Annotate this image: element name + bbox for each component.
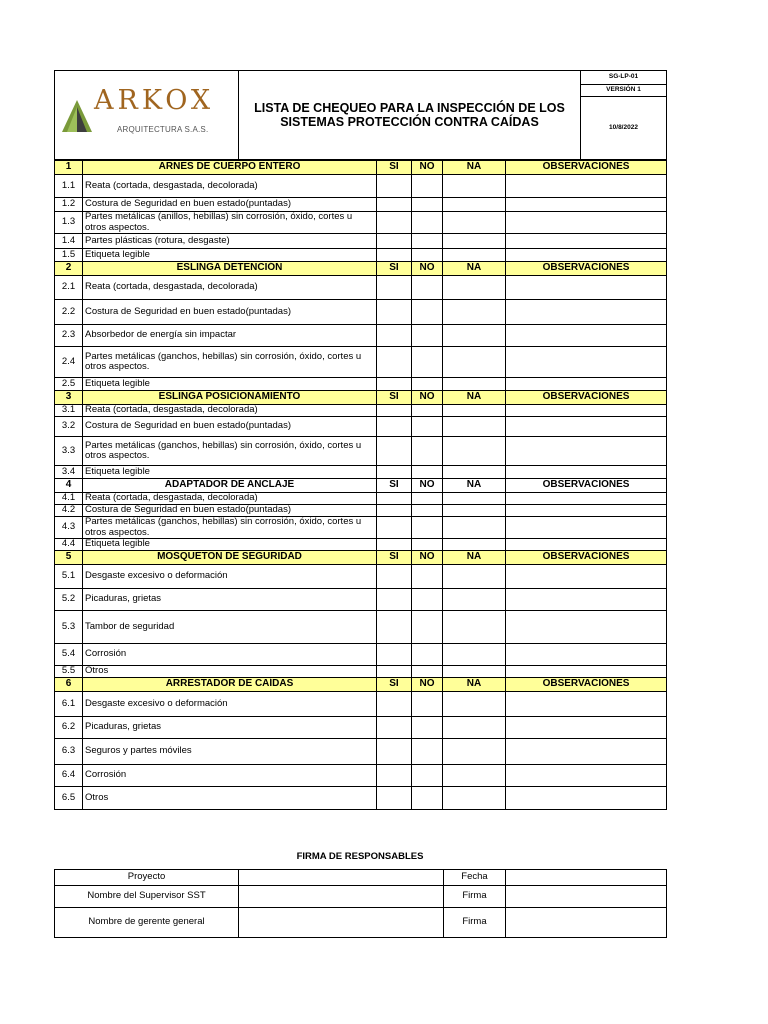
na-check-cell[interactable] [443,765,506,787]
item-number: 6.5 [55,787,83,810]
logo-subtitle: ARQUITECTURA S.A.S. [117,125,209,134]
na-check-cell[interactable] [443,175,506,198]
si-check-cell[interactable] [377,565,412,589]
no-check-cell[interactable] [412,175,443,198]
checklist-item-row [55,787,667,810]
no-check-cell[interactable] [412,517,443,539]
firma-supervisor-label: Firma [444,886,506,908]
si-check-cell[interactable] [377,739,412,765]
na-check-cell[interactable] [443,325,506,347]
no-check-cell[interactable] [412,666,443,678]
na-check-cell[interactable] [443,405,506,417]
observaciones-cell[interactable] [506,437,667,466]
checklist-item-row [55,417,667,437]
item-description: Partes plásticas (rotura, desgaste) [83,234,377,249]
si-check-cell[interactable] [377,517,412,539]
na-header: NA [443,161,506,175]
observaciones-cell[interactable] [506,517,667,539]
si-header: SI [377,479,412,493]
na-check-cell[interactable] [443,589,506,611]
item-number: 4.2 [55,505,83,517]
supervisor-field[interactable] [239,886,444,908]
si-check-cell[interactable] [377,325,412,347]
observaciones-cell[interactable] [506,417,667,437]
item-description: Desgaste excesivo o deformación [83,692,377,717]
si-check-cell[interactable] [377,505,412,517]
item-number: 5.4 [55,644,83,666]
si-check-cell[interactable] [377,417,412,437]
item-number: 6.2 [55,717,83,739]
checklist-item-row [55,234,667,249]
checklist-item-row [55,198,667,212]
item-description: Tambor de seguridad [83,611,377,644]
gerente-field[interactable] [239,908,444,938]
no-check-cell[interactable] [412,505,443,517]
si-check-cell[interactable] [377,539,412,551]
checklist-item-row [55,175,667,198]
si-check-cell[interactable] [377,249,412,262]
item-number: 4.1 [55,493,83,505]
signatures-title: FIRMA DE RESPONSABLES [296,851,424,862]
item-number: 6.4 [55,765,83,787]
item-description: Reata (cortada, desgastada, decolorada) [83,405,377,417]
section-header-row [55,479,667,493]
no-header: NO [412,161,443,175]
section-number: 3 [55,391,83,405]
checklist-item-row [55,405,667,417]
si-check-cell[interactable] [377,466,412,479]
section-header-row [55,262,667,276]
item-description: Partes metálicas (ganchos, hebillas) sin corrosión, óxido, cortes u otros aspectos. [83,347,377,378]
item-number: 1.5 [55,249,83,262]
observaciones-cell[interactable] [506,717,667,739]
na-check-cell[interactable] [443,739,506,765]
no-check-cell[interactable] [412,300,443,325]
checklist-item-row [55,466,667,479]
item-number: 2.2 [55,300,83,325]
observaciones-cell[interactable] [506,493,667,505]
item-number: 3.2 [55,417,83,437]
na-check-cell[interactable] [443,666,506,678]
no-check-cell[interactable] [412,378,443,391]
no-header: NO [412,678,443,692]
si-check-cell[interactable] [377,300,412,325]
item-description: Partes metálicas (anillos, hebillas) sin corrosión, óxido, cortes u otros aspectos. [83,212,377,234]
no-check-cell[interactable] [412,234,443,249]
no-check-cell[interactable] [412,249,443,262]
na-check-cell[interactable] [443,692,506,717]
no-header: NO [412,551,443,565]
firma-supervisor-field[interactable] [506,886,667,908]
section-header-row [55,551,667,565]
na-check-cell[interactable] [443,347,506,378]
company-logo [55,72,238,158]
item-description: Corrosión [83,765,377,787]
item-number: 3.1 [55,405,83,417]
si-check-cell[interactable] [377,405,412,417]
no-check-cell[interactable] [412,739,443,765]
item-number: 5.3 [55,611,83,644]
si-check-cell[interactable] [377,347,412,378]
si-check-cell[interactable] [377,787,412,810]
na-header: NA [443,262,506,276]
section-number: 5 [55,551,83,565]
na-check-cell[interactable] [443,212,506,234]
item-description: Otros [83,787,377,810]
item-number: 6.3 [55,739,83,765]
no-header: NO [412,479,443,493]
no-check-cell[interactable] [412,539,443,551]
section-title: ADAPTADOR DE ANCLAJE [83,479,377,493]
section-number: 2 [55,262,83,276]
section-header-row [55,678,667,692]
no-check-cell[interactable] [412,276,443,300]
observaciones-cell[interactable] [506,300,667,325]
si-check-cell[interactable] [377,276,412,300]
si-check-cell[interactable] [377,493,412,505]
na-check-cell[interactable] [443,493,506,505]
observaciones-header: OBSERVACIONES [506,479,667,493]
signatures-table [54,869,667,938]
item-number: 4.4 [55,539,83,551]
no-check-cell[interactable] [412,765,443,787]
observaciones-cell[interactable] [506,198,667,212]
checklist-item-row [55,739,667,765]
no-check-cell[interactable] [412,466,443,479]
si-header: SI [377,391,412,405]
observaciones-header: OBSERVACIONES [506,678,667,692]
item-number: 1.3 [55,212,83,234]
item-description: Costura de Seguridad en buen estado(puntadas) [83,300,377,325]
logo-triangle-icon [61,99,93,133]
item-number: 5.5 [55,666,83,678]
proyecto-label: Proyecto [55,870,239,886]
observaciones-header: OBSERVACIONES [506,551,667,565]
item-number: 2.4 [55,347,83,378]
na-check-cell[interactable] [443,565,506,589]
item-description: Etiqueta legible [83,466,377,479]
item-number: 1.2 [55,198,83,212]
no-check-cell[interactable] [412,717,443,739]
document-date: 10/8/2022 [581,97,667,160]
si-check-cell[interactable] [377,611,412,644]
title-line-2: SISTEMAS PROTECCIÓN CONTRA CAÍDAS [280,115,539,129]
item-number: 2.1 [55,276,83,300]
checklist-item-row [55,539,667,551]
na-header: NA [443,479,506,493]
item-number: 5.1 [55,565,83,589]
si-check-cell[interactable] [377,234,412,249]
checklist-item-row [55,212,667,234]
checklist-item-row [55,589,667,611]
observaciones-cell[interactable] [506,175,667,198]
proyecto-field[interactable] [239,870,444,886]
no-check-cell[interactable] [412,198,443,212]
checklist-item-row [55,505,667,517]
observaciones-cell[interactable] [506,505,667,517]
si-header: SI [377,262,412,276]
observaciones-cell[interactable] [506,234,667,249]
document-header [54,70,667,160]
si-check-cell[interactable] [377,692,412,717]
observaciones-cell[interactable] [506,739,667,765]
item-number: 3.4 [55,466,83,479]
item-number: 5.2 [55,589,83,611]
item-description: Reata (cortada, desgastada, decolorada) [83,493,377,505]
item-description: Picaduras, grietas [83,717,377,739]
si-check-cell[interactable] [377,212,412,234]
si-check-cell[interactable] [377,437,412,466]
firma-gerente-label: Firma [444,908,506,938]
na-check-cell[interactable] [443,276,506,300]
observaciones-header: OBSERVACIONES [506,262,667,276]
na-check-cell[interactable] [443,466,506,479]
item-description: Costura de Seguridad en buen estado(puntadas) [83,198,377,212]
logo-cell [55,71,239,160]
si-check-cell[interactable] [377,666,412,678]
checklist-item-row [55,565,667,589]
checklist-item-row [55,347,667,378]
checklist-item-row [55,437,667,466]
checklist-item-row [55,692,667,717]
si-check-cell[interactable] [377,175,412,198]
section-header-row [55,391,667,405]
na-check-cell[interactable] [443,717,506,739]
na-check-cell[interactable] [443,505,506,517]
observaciones-header: OBSERVACIONES [506,391,667,405]
item-description: Corrosión [83,644,377,666]
gerente-label: Nombre de gerente general [55,908,239,938]
no-check-cell[interactable] [412,347,443,378]
observaciones-cell[interactable] [506,249,667,262]
na-check-cell[interactable] [443,611,506,644]
na-check-cell[interactable] [443,437,506,466]
checklist-item-row [55,517,667,539]
document-title [239,71,581,160]
item-number: 1.1 [55,175,83,198]
observaciones-header: OBSERVACIONES [506,161,667,175]
no-check-cell[interactable] [412,493,443,505]
item-number: 3.3 [55,437,83,466]
checklist-item-row [55,644,667,666]
item-description: Absorbedor de energía sin impactar [83,325,377,347]
item-description: Partes metálicas (ganchos, hebillas) sin corrosión, óxido, cortes u otros aspectos. [83,437,377,466]
checklist-item-row [55,249,667,262]
section-number: 1 [55,161,83,175]
no-check-cell[interactable] [412,212,443,234]
checklist-item-row [55,300,667,325]
item-description: Seguros y partes móviles [83,739,377,765]
na-header: NA [443,551,506,565]
item-description: Etiqueta legible [83,539,377,551]
title-line-1: LISTA DE CHEQUEO PARA LA INSPECCIÓN DE LOS [254,101,565,115]
item-number: 2.3 [55,325,83,347]
observaciones-cell[interactable] [506,589,667,611]
na-check-cell[interactable] [443,249,506,262]
si-header: SI [377,551,412,565]
observaciones-cell[interactable] [506,644,667,666]
checklist-item-row [55,378,667,391]
checklist-item-row [55,666,667,678]
item-description: Partes metálicas (ganchos, hebillas) sin corrosión, óxido, cortes u otros aspectos. [83,517,377,539]
checklist-item-row [55,325,667,347]
observaciones-cell[interactable] [506,405,667,417]
si-check-cell[interactable] [377,378,412,391]
si-check-cell[interactable] [377,198,412,212]
no-check-cell[interactable] [412,417,443,437]
item-description: Etiqueta legible [83,249,377,262]
document-code: SG-LP-01 [581,71,667,85]
checklist-item-row [55,611,667,644]
checklist-item-row [55,717,667,739]
item-description: Reata (cortada, desgastada, decolorada) [83,276,377,300]
logo-brand-text: ARKOX [94,85,215,116]
checklist-item-row [55,276,667,300]
section-title: ARRESTADOR DE CAÍDAS [83,678,377,692]
na-header: NA [443,391,506,405]
na-check-cell[interactable] [443,198,506,212]
observaciones-cell[interactable] [506,611,667,644]
item-number: 6.1 [55,692,83,717]
observaciones-cell[interactable] [506,276,667,300]
na-check-cell[interactable] [443,417,506,437]
si-check-cell[interactable] [377,765,412,787]
no-check-cell[interactable] [412,405,443,417]
section-header-row [55,161,667,175]
na-check-cell[interactable] [443,234,506,249]
item-description: Otros [83,666,377,678]
firma-gerente-field[interactable] [506,908,667,938]
no-check-cell[interactable] [412,692,443,717]
no-check-cell[interactable] [412,437,443,466]
si-check-cell[interactable] [377,589,412,611]
observaciones-cell[interactable] [506,347,667,378]
section-number: 4 [55,479,83,493]
item-description: Reata (cortada, desgastada, decolorada) [83,175,377,198]
checklist-item-row [55,493,667,505]
item-number: 1.4 [55,234,83,249]
observaciones-cell[interactable] [506,692,667,717]
item-description: Picaduras, grietas [83,589,377,611]
section-number: 6 [55,678,83,692]
si-check-cell[interactable] [377,644,412,666]
na-check-cell[interactable] [443,300,506,325]
fecha-field[interactable] [506,870,667,886]
na-header: NA [443,678,506,692]
item-description: Etiqueta legible [83,378,377,391]
item-number: 2.5 [55,378,83,391]
supervisor-label: Nombre del Supervisor SST [55,886,239,908]
inspection-checklist [54,160,667,810]
section-title: MOSQUETON DE SEGURIDAD [83,551,377,565]
observaciones-cell[interactable] [506,466,667,479]
observaciones-cell[interactable] [506,539,667,551]
si-header: SI [377,678,412,692]
observaciones-cell[interactable] [506,325,667,347]
observaciones-cell[interactable] [506,765,667,787]
no-check-cell[interactable] [412,325,443,347]
document-version: VERSIÓN 1 [581,85,667,97]
item-description: Costura de Seguridad en buen estado(puntadas) [83,505,377,517]
si-check-cell[interactable] [377,717,412,739]
na-check-cell[interactable] [443,644,506,666]
checklist-item-row [55,765,667,787]
na-check-cell[interactable] [443,378,506,391]
item-description: Costura de Seguridad en buen estado(puntadas) [83,417,377,437]
na-check-cell[interactable] [443,787,506,810]
item-description: Desgaste excesivo o deformación [83,565,377,589]
no-check-cell[interactable] [412,787,443,810]
section-title: ESLINGA POSICIONAMIENTO [83,391,377,405]
no-header: NO [412,391,443,405]
na-check-cell[interactable] [443,517,506,539]
observaciones-cell[interactable] [506,666,667,678]
observaciones-cell[interactable] [506,565,667,589]
no-header: NO [412,262,443,276]
item-number: 4.3 [55,517,83,539]
no-check-cell[interactable] [412,644,443,666]
section-title: ESLINGA DETENCIÓN [83,262,377,276]
observaciones-cell[interactable] [506,378,667,391]
na-check-cell[interactable] [443,539,506,551]
no-check-cell[interactable] [412,565,443,589]
no-check-cell[interactable] [412,611,443,644]
si-header: SI [377,161,412,175]
observaciones-cell[interactable] [506,787,667,810]
fecha-label: Fecha [444,870,506,886]
no-check-cell[interactable] [412,589,443,611]
observaciones-cell[interactable] [506,212,667,234]
section-title: ARNES DE CUERPO ENTERO [83,161,377,175]
